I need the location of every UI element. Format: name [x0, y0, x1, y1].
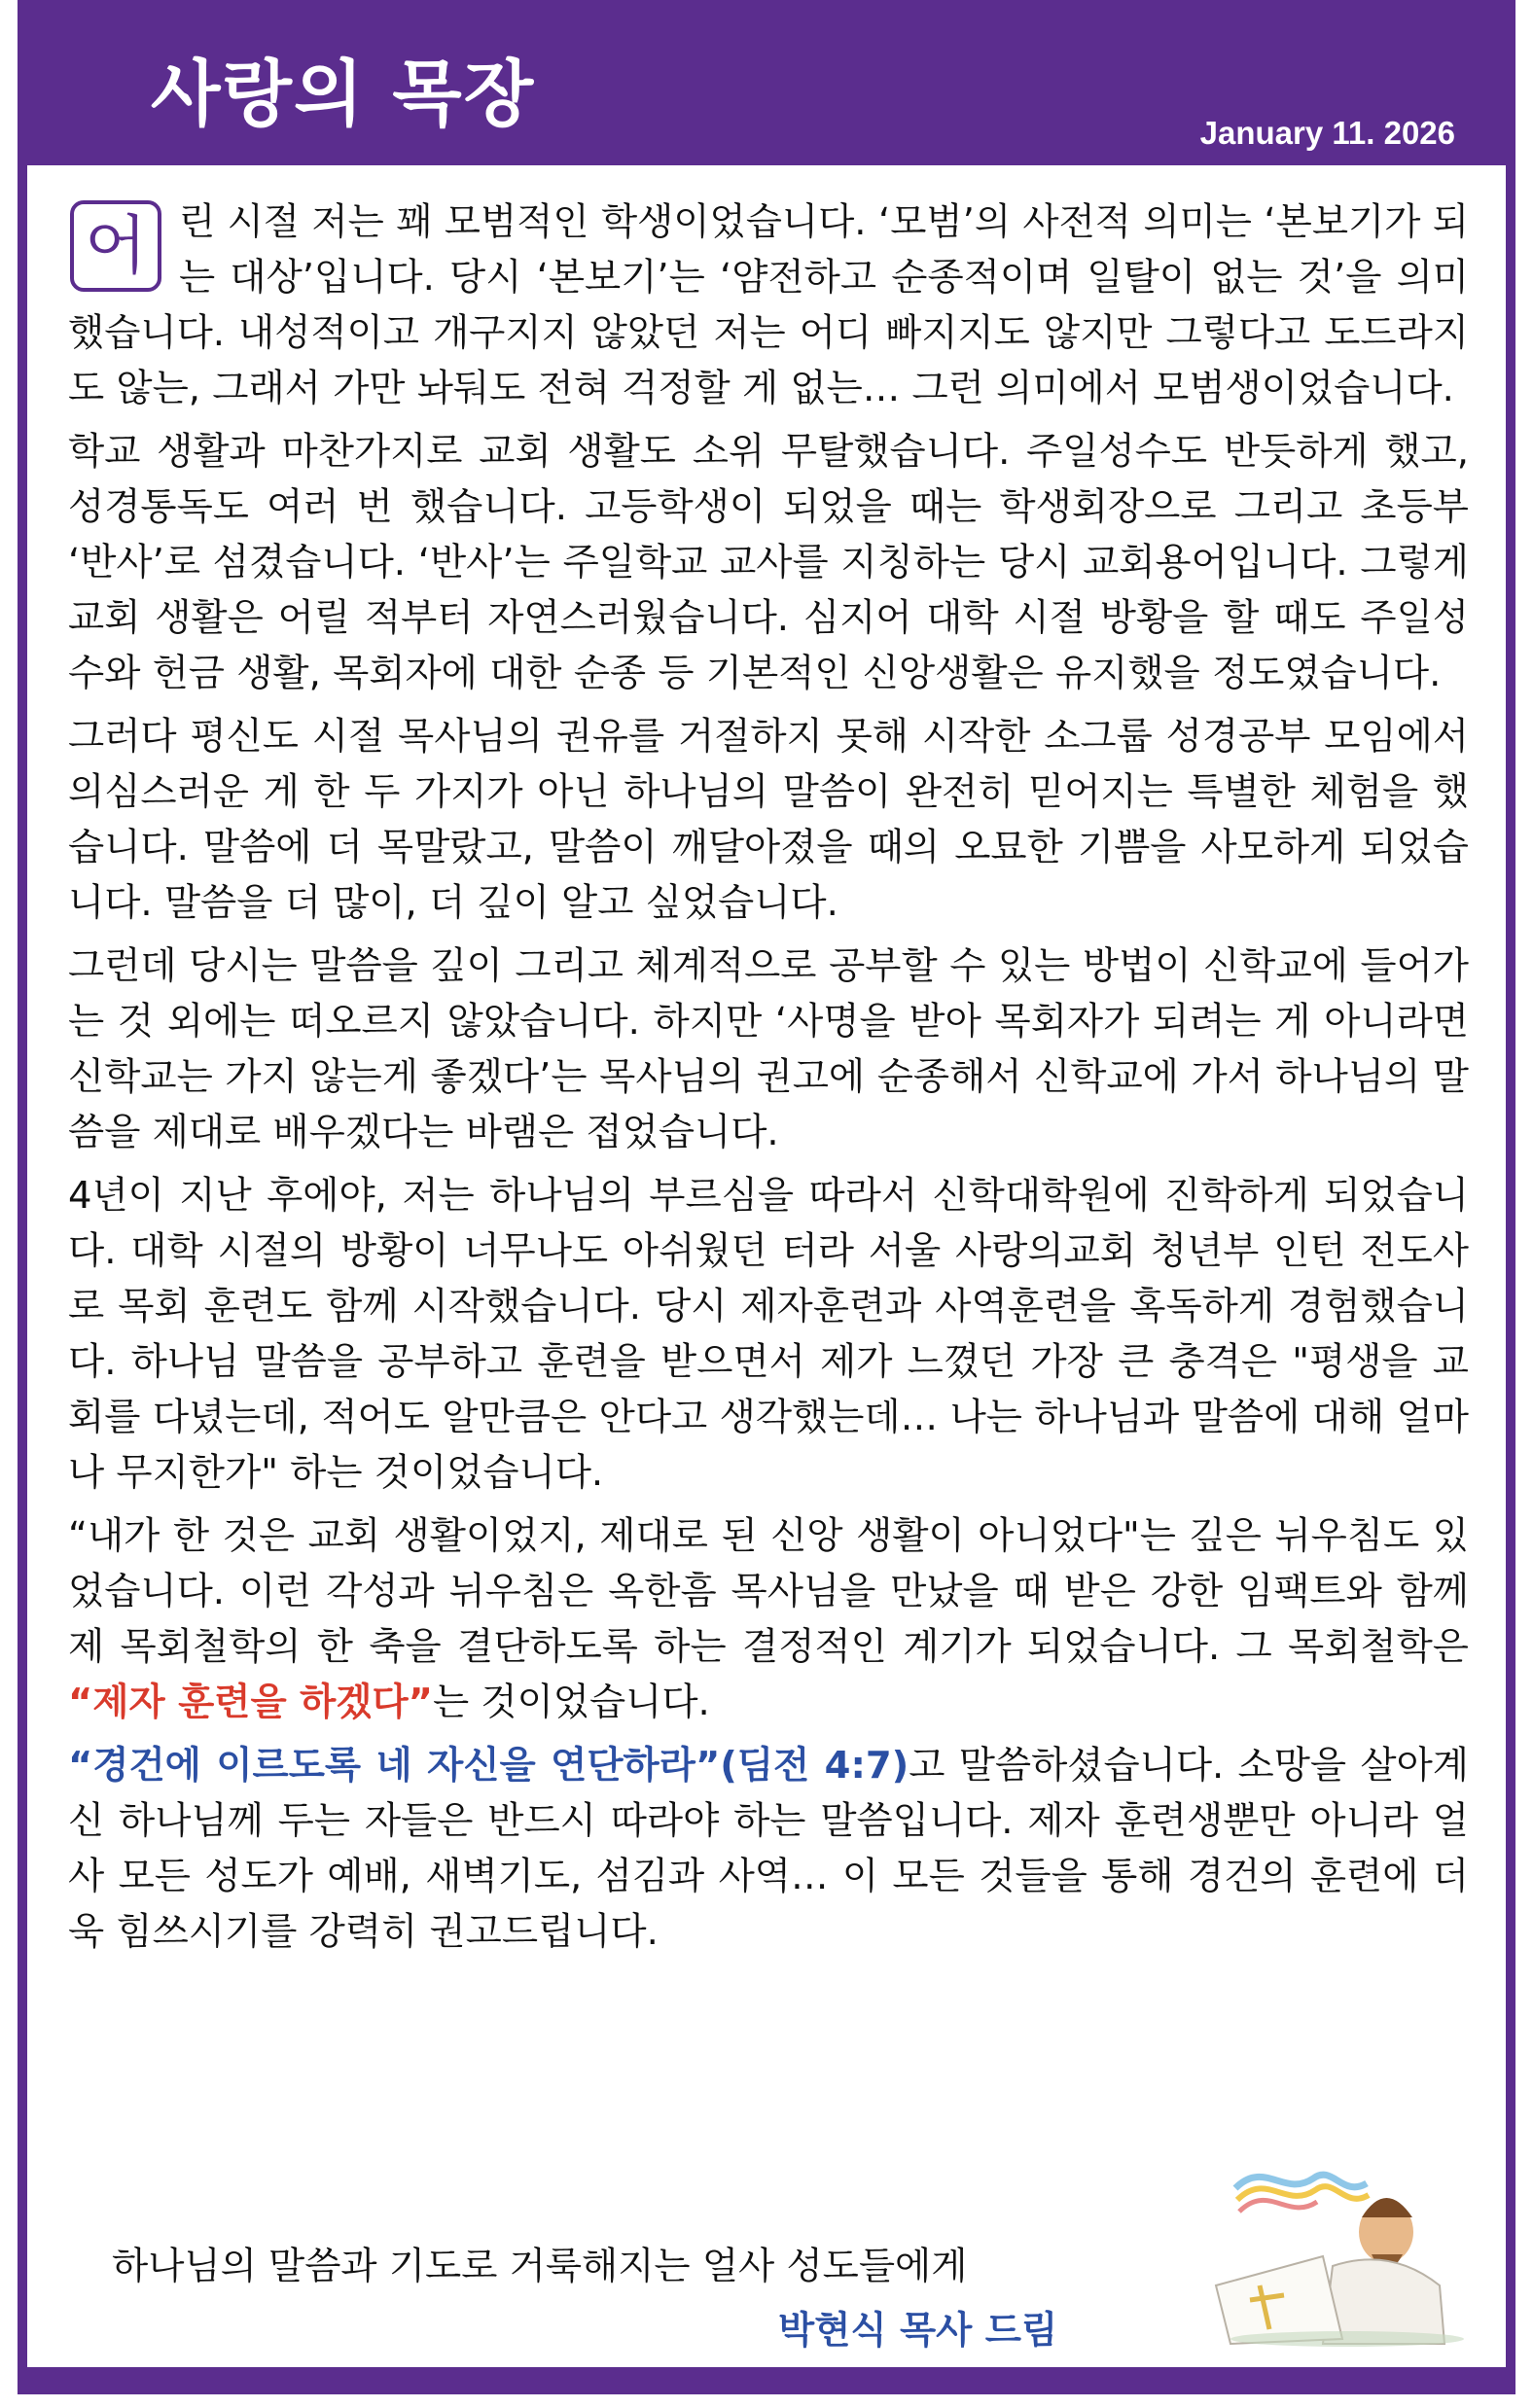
- paragraph-6-text-a: “내가 한 것은 교회 생활이었지, 제대로 된 신앙 생활이 아니었다"는 깊은 뉘우침도 있었습니다. 이런 각성과 뉘우침은 옥한흠 목사님을 만났을 때 받은 강한 임팩트와 함께 제 목회철학의 한 축을 결단하도록 하는 결정적인 계기가 되었습니다. 그 목회철학은: [68, 1514, 1469, 1669]
- closing-line: 하나님의 말씀과 기도로 거룩해지는 얼사 성도들에게: [112, 2245, 968, 2288]
- bottom-bar: [18, 2367, 1515, 2394]
- praying-figure-illustration: [1177, 2140, 1469, 2354]
- paragraph-3: 그러다 평신도 시절 목사님의 권유를 거절하지 못해 시작한 소그룹 성경공부 모임에서 의심스러운 게 한 두 가지가 아닌 하나님의 말씀이 완전히 믿어지는 특별한 체험을 했습니다. 말씀에 더 목말랐고, 말씀이 깨달아졌을 때의 오묘한 기쁨을 사모하게 되었습니다. 말씀을 더 많이, 더 깊이 알고 싶었습니다.: [68, 715, 1469, 925]
- drop-cap: 어: [70, 200, 161, 292]
- issue-date: January 11. 2026: [1199, 115, 1455, 151]
- paragraph-6-text-b: 는 것이었습니다.: [432, 1681, 710, 1724]
- paragraph-1-text: 린 시절 저는 꽤 모범적인 학생이었습니다. ‘모범’의 사전적 의미는 ‘본보기가 되는 대상’입니다. 당시 ‘본보기’는 ‘얌전하고 순종적이며 일탈이 없는 것’을 의미했습니다. 내성적이고 개구지지 않았던 저는 어디 빠지지도 않지만 그렇다고 도드라지도 않는, 그래서 가만 놔둬도 전혀 걱정할 게 없는… 그런 의미에서 모범생이었습니다.: [68, 200, 1469, 410]
- discipleship-highlight: “제자 훈련을 하겠다”: [68, 1681, 433, 1724]
- paragraph-1: [68, 195, 1469, 416]
- paragraph-2: 학교 생활과 마찬가지로 교회 생활도 소위 무탈했습니다. 주일성수도 반듯하게 했고, 성경통독도 여러 번 했습니다. 고등학생이 되었을 때는 학생회장으로 그리고 초등부 ‘반사’로 섬겼습니다. ‘반사’는 주일학교 교사를 지칭하는 당시 교회용어입니다. 그렇게 교회 생활은 어릴 적부터 자연스러웠습니다. 심지어 대학 시절 방황을 할 때도 주일성수와 헌금 생활, 목회자에 대한 순종 등 기본적인 신앙생활은 유지했을 정도였습니다.: [68, 430, 1469, 695]
- page-title: 사랑의 목장: [151, 53, 536, 136]
- signature: 박현식 목사 드림: [778, 2309, 1058, 2353]
- paragraph-4: 그런데 당시는 말씀을 깊이 그리고 체계적으로 공부할 수 있는 방법이 신학교에 들어가는 것 외에는 떠오르지 않았습니다. 하지만 ‘사명을 받아 목회자가 되려는 게 아니라면 신학교는 가지 않는게 좋겠다’는 목사님의 권고에 순종해서 신학교에 가서 하나님의 말씀을 제대로 배우겠다는 바램은 접었습니다.: [68, 944, 1469, 1154]
- paragraph-7-text: 고 말씀하셨습니다. 소망을 살아계신 하나님께 두는 자들은 반드시 따라야 하는 말씀입니다. 제자 훈련생뿐만 아니라 얼사 모든 성도가 예배, 새벽기도, 섬김과 사역… 이 모든 것들을 통해 경건의 훈련에 더욱 힘쓰시기를 강력히 권고드립니다.: [68, 1744, 1469, 1954]
- paragraph-6: [68, 1508, 1469, 1730]
- article-body: [68, 195, 1469, 1967]
- paragraph-7: [68, 1738, 1469, 1960]
- paragraph-5: 4년이 지난 후에야, 저는 하나님의 부르심을 따라서 신학대학원에 진학하게 되었습니다. 대학 시절의 방황이 너무나도 아쉬웠던 터라 서울 사랑의교회 청년부 인턴 전도사로 목회 훈련도 함께 시작했습니다. 당시 제자훈련과 사역훈련을 혹독하게 경험했습니다. 하나님 말씀을 공부하고 훈련을 받으면서 제가 느꼈던 가장 큰 충격은 "평생을 교회를 다녔는데, 적어도 알만큼은 안다고 생각했는데… 나는 하나님과 말씀에 대해 얼마나 무지한가" 하는 것이었습니다.: [68, 1174, 1469, 1495]
- scripture-quote: “경건에 이르도록 네 자신을 연단하라”(딤전 4:7): [68, 1744, 909, 1788]
